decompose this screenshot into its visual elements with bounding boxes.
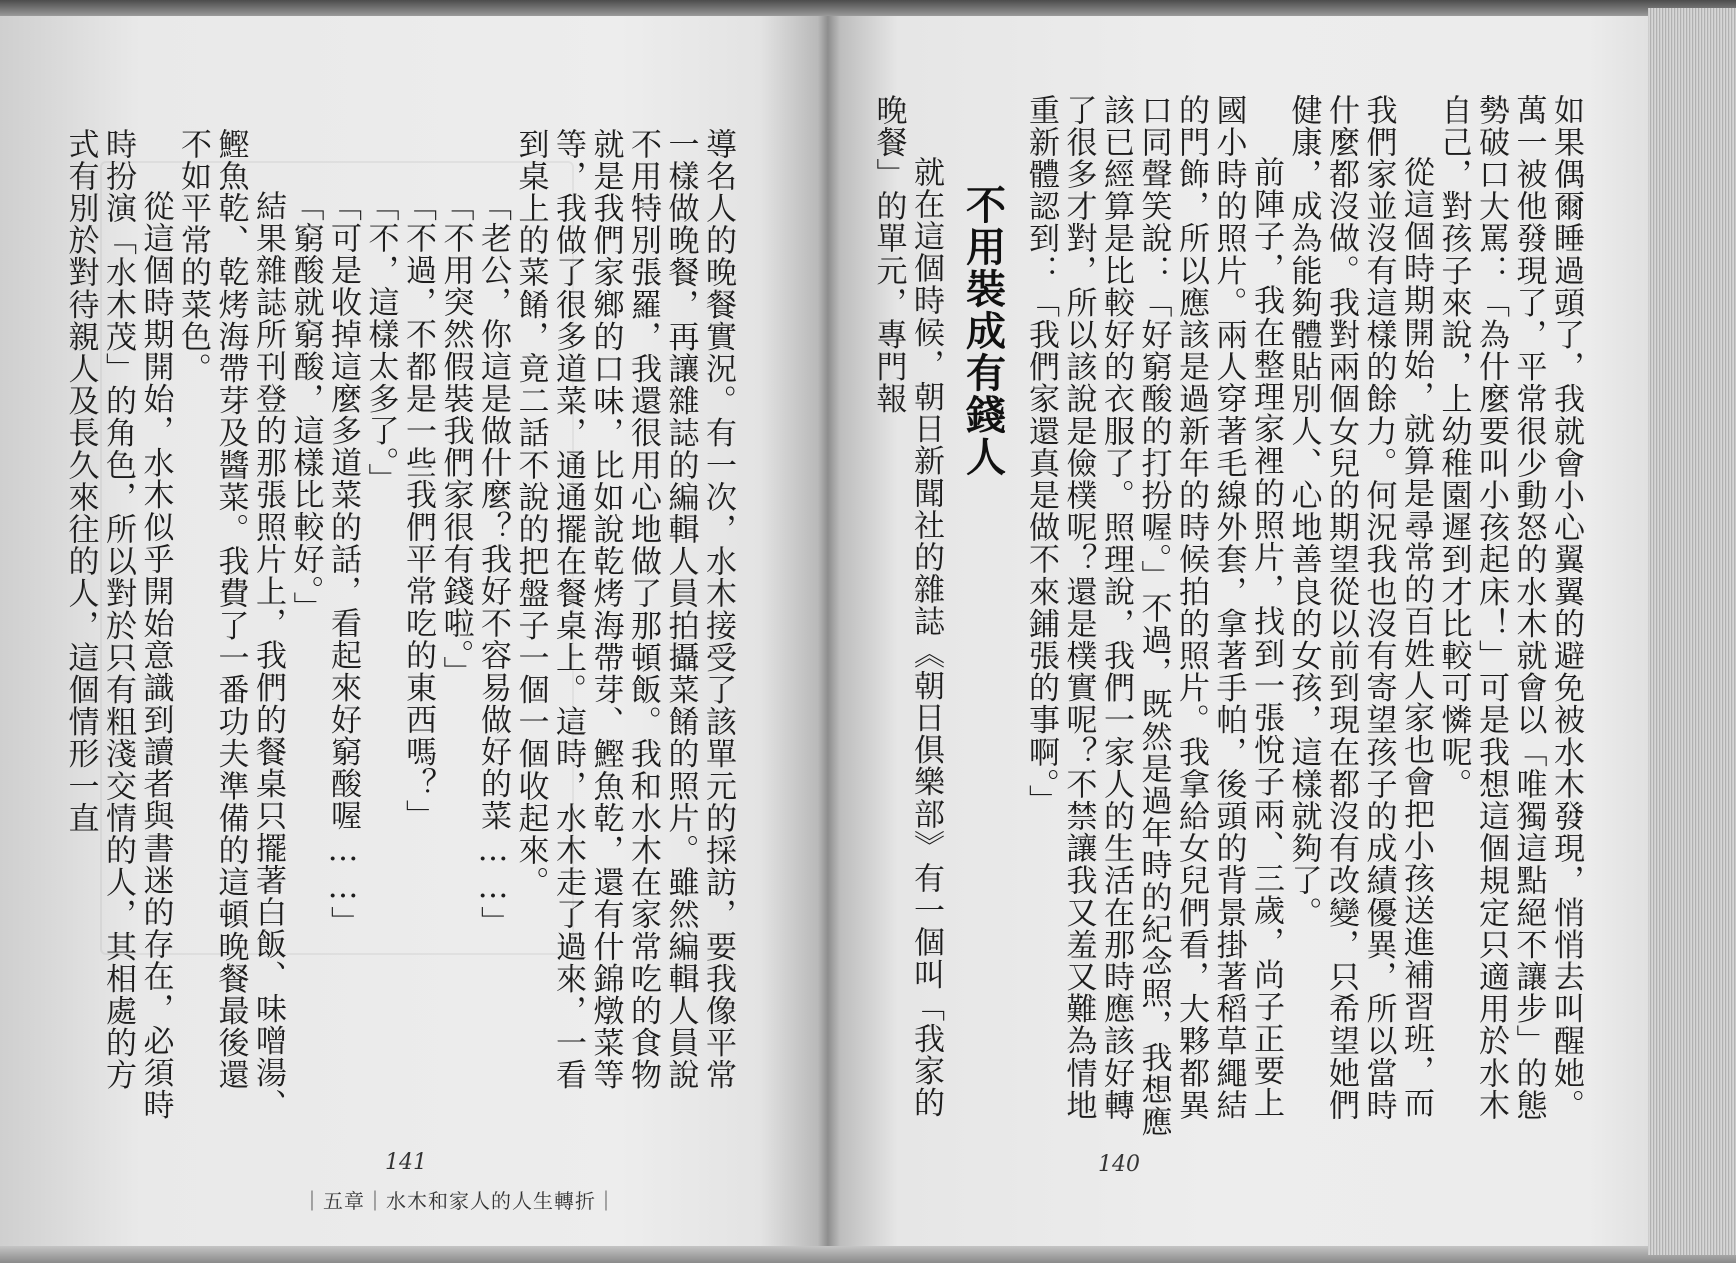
page-number-left: 141	[385, 1150, 427, 1175]
right-page	[828, 16, 1656, 1246]
paragraph: 「可是收掉這麼多道菜的話，看起來好窮酸喔……」	[325, 190, 361, 939]
page-edges	[1648, 8, 1736, 1255]
paragraph: 「不，這樣太多了。」	[362, 190, 399, 496]
paragraph: 如果偶爾睡過頭了，我就會小心翼翼的避免被水木發現，悄悄去叫醒她。萬一被他發現了，平常很少動怒的水木就會以「唯獨這點絕不讓步」的態勢破口大罵：「為什麼要叫小孩起床！」可是我想這個規定只適用於水木自己，對孩子來說，上幼稚園遲到才比較可憐呢。	[1435, 94, 1584, 1122]
paragraph: 從這個時期開始，就算是尋常的百姓人家也會把小孩送進補習班，而我們家並沒有這樣的餘力。何況我也沒有寄望孩子的成績優異，所以當時什麼都沒做。我對兩個女兒的期望從以前到現在都沒有改變，只希望她們健康，成為能夠體貼別人、心地善良的女孩，這樣就夠了。	[1285, 94, 1434, 1122]
running-head: ｜五章｜水木和家人的人生轉折｜	[302, 1189, 617, 1213]
paragraph: 「不過，不都是一些我們平常吃的東西嗎？」	[400, 190, 436, 832]
paragraph: 「窮酸就窮酸，這樣比較好。」	[287, 190, 324, 624]
left-page-body	[62, 128, 736, 1123]
left-page	[0, 16, 828, 1246]
paragraph: 結果雜誌所刊登的那張照片上，我們的餐桌只擺著白飯、味噌湯、鰹魚乾、乾烤海帶芽及醬菜。我費了一番功夫準備的這頓晚餐最後還不如平常的菜色。	[175, 128, 286, 1121]
section-heading: 不用裝成有錢人	[959, 184, 1007, 478]
paragraph: 前陣子，我在整理家裡的照片，找到一張悅子兩、三歲，尚子正要上國小時的照片。兩人穿著毛線外套，拿著手帕，後頭的背景掛著稻草繩結的門飾，所以應該是過新年的時候拍的照片。我拿給女兒們看，大夥都異口同聲笑說：「好窮酸的打扮喔。」不過，既然是過年時的紀念照，我想應該已經算是比較好的衣服了。照理說，我們一家人的生活在那時應該好轉了很多才對，所以該說是儉樸呢？還是樸實呢？不禁讓我又羞又難為情地重新體認到：「我們家還真是做不來鋪張的事啊。」	[1023, 94, 1284, 1138]
right-page-body	[870, 94, 1584, 1139]
paragraph: 就在這個時候，朝日新聞社的雜誌《朝日俱樂部》有一個叫「我家的晚餐」的單元，專門報	[870, 94, 944, 1119]
paragraph: 從這個時期開始，水木似乎開始意識到讀者與書迷的存在，必須時時扮演「水木茂」的角色，所以對於只有粗淺交情的人，其相處的方式有別於對待親人及長久來往的人，這個情形一直	[62, 128, 174, 1121]
paragraph: 導名人的晚餐實況。有一次，水木接受了該單元的採訪，要我像平常一樣做晚餐，再讓雜誌的編輯人員拍攝菜餚的照片。雖然編輯人員說不用特別張羅，我還很用心地做了那頓飯。我和水木在家常吃的食物就是我們家鄉的口味，比如說乾烤海帶芽、鰹魚乾，還有什錦燉菜等等，我做了很多道菜，通通擺在餐桌上。這時，水木走了過來，一看到桌上的菜餚，竟二話不說的把盤子一個一個收起來。	[512, 128, 736, 1091]
paragraph: 「不用突然假裝我們家很有錢啦。」	[437, 190, 474, 689]
paragraph: 「老公，你這是做什麼？我好不容易做好的菜……」	[475, 190, 511, 939]
page-number-right: 140	[1098, 1152, 1140, 1177]
